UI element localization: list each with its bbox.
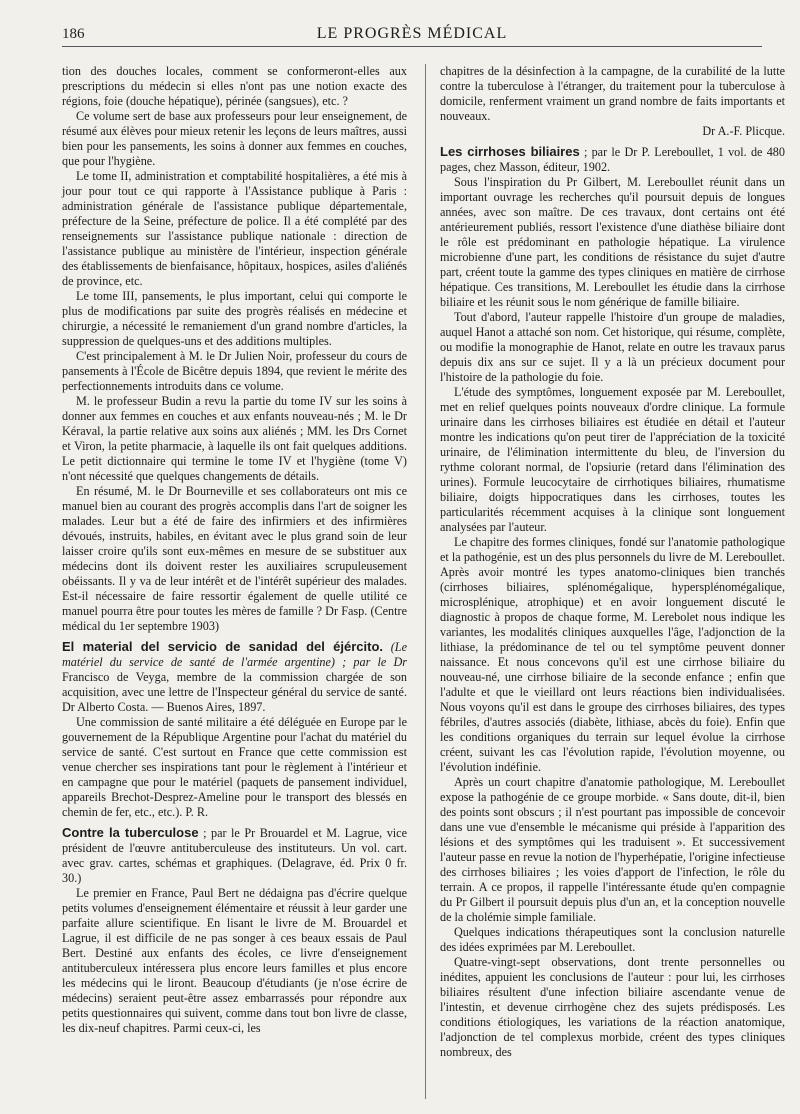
paragraph: tion des douches locales, comment se conformeront-elles aux prescriptions du médecin si elles n'ont pas une notion exacte des régions, foie (douche hépatique), périnée (sangsues), etc. ? <box>62 64 407 108</box>
paragraph: En résumé, M. le Dr Bourneville et ses collaborateurs ont mis ce manuel bien au courant des progrès accomplis dans l'art de soigner les malades. Leur but a été de faire des infirmiers et des infirmières dévoués, instruits, habiles, en évitant avec le plus grand soin de leur laisser croire qu'ils sont eux-mêmes en mesure de se substituer aux médecins dont ils doivent rester les auxiliaires scrupuleusement obéissants. Il y va de leur intérêt et de l'intérêt supérieur des malades. Est-il nécessaire de faire ressortir également de quelle utilité ce manuel pourra être pour toutes les mères de famille ? Dr Fasp. (Centre médical du 1er septembre 1903) <box>62 484 407 633</box>
running-title: LE PROGRÈS MÉDICAL <box>316 25 508 42</box>
review-heading <box>62 639 407 715</box>
review-subtitle: (Le matériel du service de santé de l'armée argentine) ; par le Dr <box>62 640 407 669</box>
review-title: El material del servicio de sanidad del éjército. <box>62 639 384 654</box>
paragraph: M. le professeur Budin a revu la partie du tome IV sur les soins à donner aux femmes en couches et aux enfants nouveau-nés ; M. le Dr Kéraval, la partie relative aux soins aux aliénés ; MM. les Drs Cornet et Viron, la petite pharmacie, à laquelle ils ont fait quelques additions. Le petit dictionnaire qui termine le tome IV et l'hygiène (tome V) n'ont nécessité que quelques changements de détails. <box>62 394 407 483</box>
paragraph: Après un court chapitre d'anatomie pathologique, M. Lereboullet expose la pathogénie de ce groupe morbide. « Sans doute, dit-il, bien des points sont obscurs ; il n'est pourtant pas impossible de concevoir dans une vue d'ensemble le mécanisme qui préside à l'apparition des lésions et des symptômes qui les traduisent ». Et successivement l'auteur passe en revue la notion de l'hyperhépatie, l'origine infectieuse des cirrhoses biliaires ; les voies d'apport de l'infection, le rôle du terrain. A ce propos, il rappelle l'intéressante étude qu'en compagnie du Pr Gilbert il poursuit depuis plus d'un an, et la conception nouvelle de la cholémie simple familiale. <box>440 775 785 924</box>
paragraph: Le tome III, pansements, le plus important, celui qui comporte le plus de modifications par suite des progrès réalisés en médecine et chirurgie, a nécessité le remaniement d'un grand nombre d'articles, la suppression de quelques-uns et des additions multiples. <box>62 289 407 348</box>
review-heading <box>62 825 407 886</box>
review-authors: ; par le Dr P. Lereboullet, 1 vol. de 480 pages, chez Masson, éditeur, 1902. <box>440 145 785 174</box>
paragraph: Sous l'inspiration du Pr Gilbert, M. Lereboullet réunit dans un important ouvrage les recherches qu'il poursuit depuis de longues années, avec son maître. De ces travaux, dont certains ont été antérieurement publiés, ressort l'existence d'une diathèse biliaire dont le rôle est prédominant en pathologie hépatique. La virulence microbienne d'une part, les conditions de résistance du sujet d'autre part, créent toute la gamme des types cliniques en matière de cirrhose hépatique. Ces transitions, M. Lereboullet les étudie dans la cirrhose biliaire et les réunit sous le nom générique de famille biliaire. <box>440 175 785 309</box>
signature: Dr A.-F. Plicque. <box>702 124 785 138</box>
paragraph: L'étude des symptômes, longuement exposée par M. Lereboullet, met en relief quelques points nouveaux d'ordre clinique. La formule urinaire dans les cirrhoses biliaires est étudiée en détail et l'auteur montre les indications qu'on peut tirer de l'appréciation de la toxicité urinaire, de l'élimination intermittente du bleu, de l'inversion du rythme colorant normal, de l'opsiurie (retard dans l'élimination des urines). Formule leucocytaire de cirrhotiques biliaires, rhumatisme biliaire, doigts hippocratiques dans les cirrhoses, toutes les particularités récemment acquises à la clinique sont longuement analysées par l'auteur. <box>440 385 785 534</box>
paragraph: Le tome II, administration et comptabilité hospitalières, a été mis à jour pour tout ce qui rapporte à l'Assistance publique à Paris : administration générale de l'assistance publique départementale, préfecture de la Seine, préfecture de police. Il a été complété par des renseignements sur l'assistance publique nationale : direction de l'assistance publique au ministère de l'intérieur, inspection générale des établissements de bienfaisance, hôpitaux, hospices, asiles d'aliénés de province, etc. <box>62 169 407 288</box>
left-column <box>62 64 407 1036</box>
paragraph: chapitres de la désinfection à la campagne, de la curabilité de la lutte contre la tuberculose à l'étranger, du traitement pour la tuberculose à domicile, renferment vraiment un grand nombre de faits importants et nouveaux. <box>440 64 785 123</box>
right-column <box>440 64 785 1060</box>
review-authors: ; par le Pr Brouardel et M. Lagrue, vice président de l'œuvre antituberculeuse des instituteurs. Un vol. cart. avec grav. cartes, schémas et graphiques. (Delagrave, éd. Prix 0 fr. 30.) <box>62 826 407 885</box>
review-title: Les cirrhoses biliaires <box>440 144 580 159</box>
review-authors: Francisco de Veyga, membre de la commission chargée de son acquisition, avec une lettre de l'Inspecteur général du service de santé. Dr Alberto Costa. — Buenos Aires, 1897. <box>62 670 407 714</box>
paragraph: Quatre-vingt-sept observations, dont trente personnelles ou inédites, appuient les conclusions de l'auteur : pour lui, les cirrhoses biliaires résultent d'une infection biliaire ascendante venue de l'intestin, et devenue cirrhogène chez des sujets prédisposés. Les conditions étiologiques, les variations de la réaction anatomique, l'adjonction de tel complexus morbide, créent des types cliniques nombreux, des <box>440 955 785 1059</box>
paragraph: Le premier en France, Paul Bert ne dédaigna pas d'écrire quelque petits volumes d'enseignement élémentaire et réussit à leur garder une parfaite allure scientifique. En lisant le livre de M. Brouardel et Lagrue, il est difficile de ne pas songer à ces beaux essais de Paul Bert. Destiné aux enfants des écoles, ce livre d'enseignement antituberculeux intéressera plus encore leurs familles et plus encore les médecins qui le liront. Beaucoup d'étudiants (je n'ose écrire de médecins) seraient peut-être assez embarrassés pour répondre aux petits questionnaires qui suivent, comme dans tout bon livre de classe, les dix-neuf chapitres. Parmi ceux-ci, les <box>62 886 407 1035</box>
paragraph: Le chapitre des formes cliniques, fondé sur l'anatomie pathologique et la pathogénie, est un des plus personnels du livre de M. Lereboullet. Après avoir montré les types anatomo-cliniques bien tranchés (cirrhoses biliaires, splénomégalique, hypersplénomégalique, microsplénique, atrophique) et en avoir longuement discuté le diagnostic à propos de chaque forme, M. Lerebolet nous indique les variantes, les modalités cliniques auxquelles l'âge, l'adjonction de la lithiase, la prédominance de tel ou tel symptôme peuvent donner naissance. Et nous concevons qu'il est une cirrhose biliaire du nouveau-né, une cirrhose biliaire de la seconde enfance ; enfin que l'adulte et que le vieillard ont leurs réactions bien individualisées. Nous voyons qu'il est dans le groupe des cirrhoses biliaires, des types fébriles, d'autres associés (diabète, lithiase, abcès du foie). Enfin que les conditions organiques du terrain sur lequel évolue la cirrhose créent, suivant les cas l'évolution rapide, l'évolution moyenne, ou l'évolution indéfinie. <box>440 535 785 774</box>
page-header <box>62 24 762 47</box>
column-divider <box>425 64 426 1099</box>
paragraph: Une commission de santé militaire a été déléguée en Europe par le gouvernement de la République Argentine pour l'achat du matériel du service de santé. C'est surtout en France que cette commission est venue chercher ses inspirations tant pour le règlement à l'intérieur et en campagne que pour le matériel (paquets de pansement individuel, appareils Brechot-Desprez-Ameline pour le transport des blessés en chemin de fer, etc., etc.). P. R. <box>62 715 407 819</box>
paragraph: Ce volume sert de base aux professeurs pour leur enseignement, de résumé aux élèves pour mieux retenir les leçons de leurs maîtres, aussi bien pour les pansements, les soins à donner aux femmes en couches, que pour l'hygiène. <box>62 109 407 168</box>
paragraph: Quelques indications thérapeutiques sont la conclusion naturelle des idées exprimées par M. Lereboullet. <box>440 925 785 954</box>
paragraph: C'est principalement à M. le Dr Julien Noir, professeur du cours de pansements à l'École de Bicêtre depuis 1894, que revient le mérite des perfectionnements introduits dans ce volume. <box>62 349 407 393</box>
page-number: 186 <box>62 26 85 42</box>
review-title: Contre la tuberculose <box>62 825 199 840</box>
review-heading <box>440 144 785 175</box>
paragraph: Tout d'abord, l'auteur rappelle l'histoire d'un groupe de maladies, auquel Hanot a attaché son nom. Cet historique, qui résume, complète, ou modifie la monographie de Hanot, relate en outre les travaux parus depuis dix ans sur ce sujet. Il y a là un précieux document pour l'histoire de la pathologie du foie. <box>440 310 785 384</box>
